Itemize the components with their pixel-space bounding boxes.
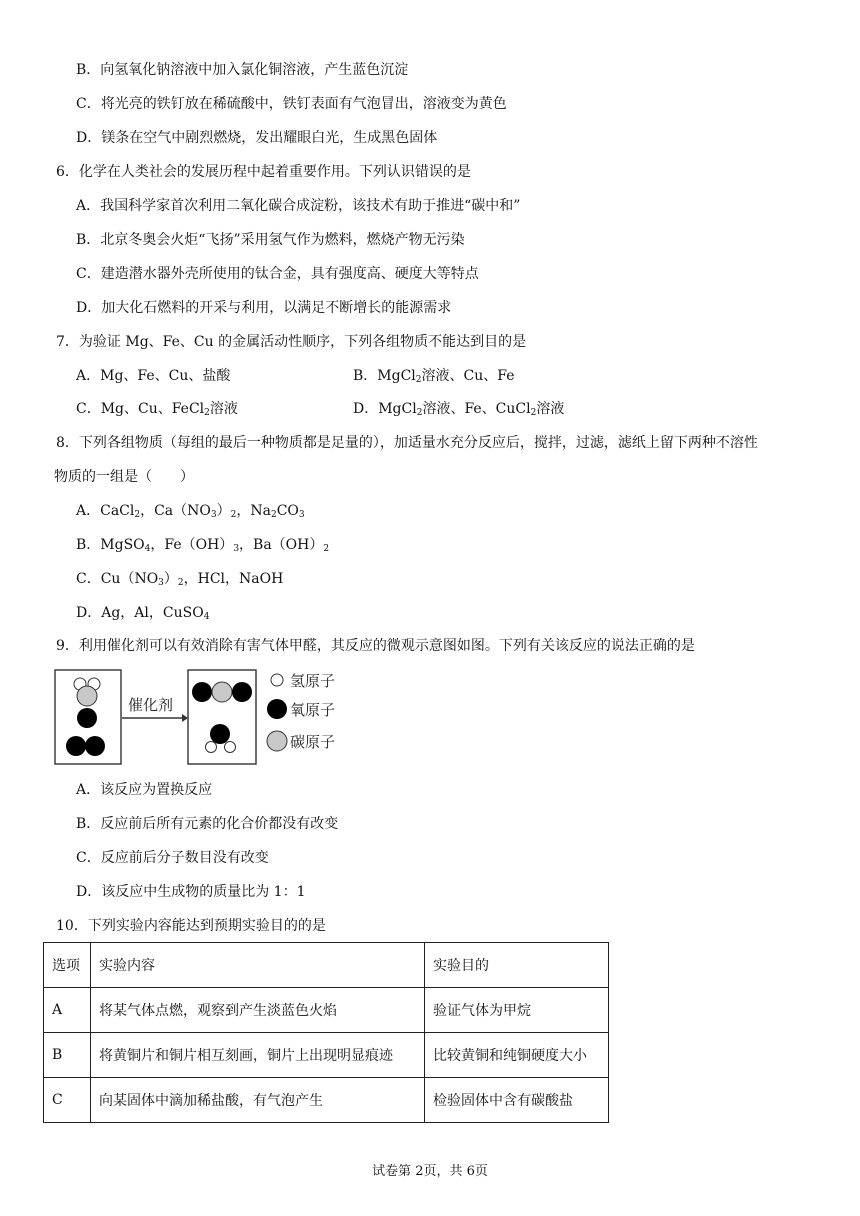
q6-stem: 6．化学在人类社会的发展历程中起着重要作用。下列认识错误的是 xyxy=(56,164,471,180)
hydrogen-atom xyxy=(225,742,236,753)
q8-option-a: A．CaCl$_2$，$Ca(NO_3)_2$，$Na_2CO_3$ xyxy=(76,503,305,520)
legend-oxygen-label: 氧原子 xyxy=(290,701,336,719)
row-content: 将黄铜片和铜片相互刻画，铜片上出现明显痕迹 xyxy=(91,1033,425,1078)
row-content: 将某气体点燃，观察到产生淡蓝色火焰 xyxy=(91,988,425,1033)
table-row xyxy=(44,988,609,1033)
oxygen-atom xyxy=(210,724,230,744)
q10-stem: 10．下列实验内容能达到预期实验目的的是 xyxy=(56,918,326,934)
q9-option-d: D．该反应中生成物的质量比为 1：1 xyxy=(76,884,306,900)
q8-option-c: C．$Cu(NO_3)_2$，HCl，NaOH xyxy=(76,571,284,588)
q9-option-b: B．反应前后所有元素的化合价都没有改变 xyxy=(76,816,339,832)
table-header-row xyxy=(44,943,609,988)
legend-hydrogen-label: 氢原子 xyxy=(290,672,336,690)
oxygen-atom xyxy=(66,736,86,756)
arrow-head xyxy=(182,714,188,722)
q5-option-c: C．将光亮的铁钉放在稀硫酸中，铁钉表面有气泡冒出，溶液变为黄色 xyxy=(76,96,507,112)
row-option: B xyxy=(44,1033,91,1078)
q7-option-b: B．MgCl$_2$溶液、Cu、Fe xyxy=(353,368,515,385)
legend-carbon-label: 碳原子 xyxy=(290,733,336,751)
reaction-diagram xyxy=(54,668,354,768)
carbon-atom xyxy=(212,682,232,702)
row-purpose: 验证气体为甲烷 xyxy=(425,988,609,1033)
legend-hydrogen-swatch xyxy=(271,674,283,686)
carbon-atom xyxy=(77,686,97,706)
hydrogen-atom xyxy=(206,742,217,753)
q6-option-c: C．建造潜水器外壳所使用的钛合金，具有强度高、硬度大等特点 xyxy=(76,266,479,282)
oxygen-atom xyxy=(192,682,212,702)
experiment-table xyxy=(43,942,609,1123)
header-purpose: 实验目的 xyxy=(425,943,609,988)
row-purpose: 比较黄铜和纯铜硬度大小 xyxy=(425,1033,609,1078)
q5-option-d: D．镁条在空气中剧烈燃烧，发出耀眼白光，生成黑色固体 xyxy=(76,130,438,146)
page-footer: 试卷第 2页，共 6页 xyxy=(372,1164,488,1179)
q9-stem: 9．利用催化剂可以有效消除有害气体甲醛，其反应的微观示意图如图。下列有关该反应的说法正确的是 xyxy=(56,638,695,654)
header-content: 实验内容 xyxy=(91,943,425,988)
q7-option-a: A．Mg、Fe、Cu、盐酸 xyxy=(76,368,231,384)
table-row xyxy=(44,1033,609,1078)
q7-option-d: D．MgCl$_2$溶液、Fe、CuCl$_2$溶液 xyxy=(353,401,565,418)
q6-option-b: B．北京冬奥会火炬“飞扬”采用氢气作为燃料，燃烧产物无污染 xyxy=(76,232,465,248)
q9-option-c: C．反应前后分子数目没有改变 xyxy=(76,850,269,866)
legend-oxygen-swatch xyxy=(267,699,287,719)
q8-option-d: D．Ag，Al，CuSO$_4$ xyxy=(76,605,210,622)
row-purpose: 检验固体中含有碳酸盐 xyxy=(425,1078,609,1123)
row-content: 向某固体中滴加稀盐酸，有气泡产生 xyxy=(91,1078,425,1123)
oxygen-atom xyxy=(232,682,252,702)
q7-stem: 7．为验证 Mg、Fe、Cu 的金属活动性顺序，下列各组物质不能达到目的是 xyxy=(56,334,527,350)
row-option: A xyxy=(44,988,91,1033)
q8-stem-line2: 物质的一组是（ ） xyxy=(54,469,194,485)
header-option: 选项 xyxy=(44,943,91,988)
q8-stem-line1: 8．下列各组物质（每组的最后一种物质都是足量的），加适量水充分反应后，搅拌，过滤，滤纸上留下两种不溶性 xyxy=(56,435,758,451)
q9-option-a: A．该反应为置换反应 xyxy=(76,782,213,798)
q8-option-b: B．MgSO$_4$，$Fe(OH)_3$，$Ba(OH)_2$ xyxy=(76,537,330,554)
legend-carbon-swatch xyxy=(267,731,287,751)
catalyst-label: 催化剂 xyxy=(128,696,174,714)
q7-option-c: C．Mg、Cu、FeCl$_2$溶液 xyxy=(76,401,238,418)
q5-option-b: B．向氢氧化钠溶液中加入氯化铜溶液，产生蓝色沉淀 xyxy=(76,62,409,78)
oxygen-atom xyxy=(85,736,105,756)
row-option: C xyxy=(44,1078,91,1123)
q6-option-d: D．加大化石燃料的开采与利用，以满足不断增长的能源需求 xyxy=(76,300,452,316)
q6-option-a: A．我国科学家首次利用二氧化碳合成淀粉，该技术有助于推进“碳中和” xyxy=(76,198,521,214)
oxygen-atom xyxy=(77,708,97,728)
table-row xyxy=(44,1078,609,1123)
